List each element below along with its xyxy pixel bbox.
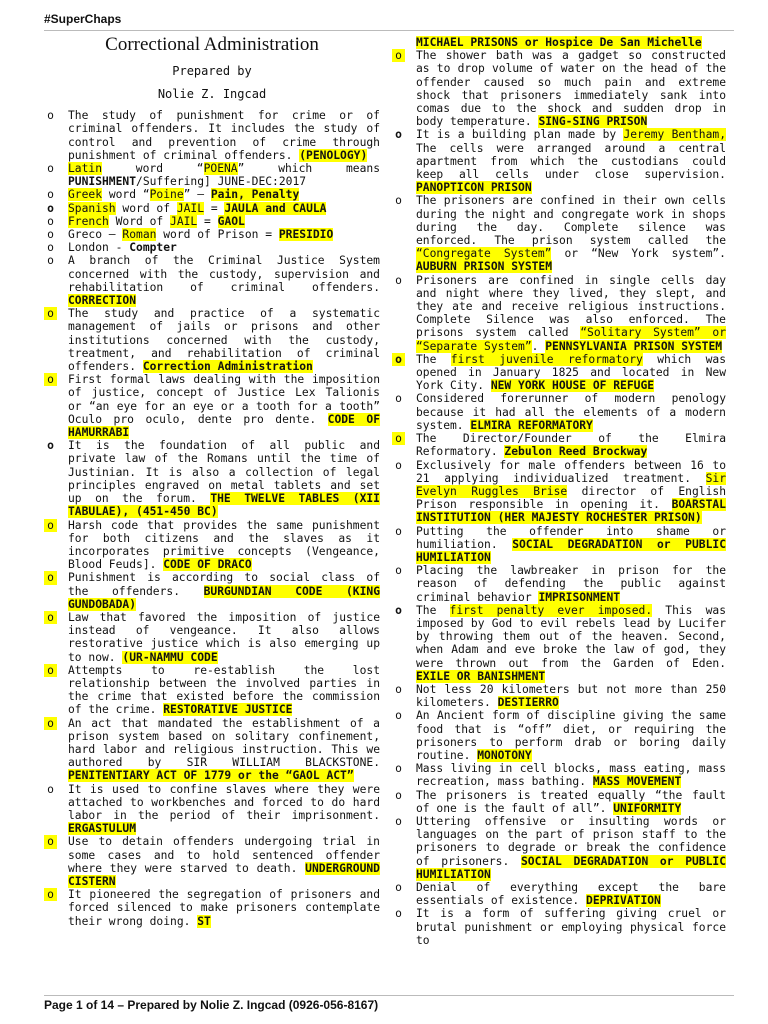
list-item: [44, 519, 380, 572]
item-text: The shower bath was a gadget so constructed as to drop volume of water on the head of the offender caused so much pain and extreme shock that prisoners immediately sank into comas due to the shock and sudden drop in body temperature.: [416, 49, 726, 129]
item-text: The Director/Founder of the Elmira Reformatory.: [416, 432, 726, 459]
item-text: Placing the lawbreaker in prison for the reason of defending the public against criminal behavior: [416, 564, 726, 604]
highlighted-text: first juvenile reformatory: [450, 352, 643, 366]
list-item: [392, 789, 726, 815]
highlighted-text: “Congregate System”: [416, 247, 552, 261]
highlighted-text: first penalty ever imposed.: [449, 603, 653, 617]
list-item: [44, 571, 380, 611]
bullet-icon: o: [395, 564, 402, 578]
highlighted-text: Poine: [149, 188, 184, 202]
answer-term: THE TWELVE TABLES (XII TABULAE), (451-450 BC): [68, 492, 380, 519]
item-text: ” –: [183, 188, 211, 202]
bullet-icon: o: [44, 835, 57, 848]
item-text: It is a form of suffering giving cruel or brutal punishment or employing physical force to: [416, 907, 726, 947]
bullet-icon: o: [47, 109, 54, 123]
item-text: /Suffering] JUNE-DEC:2017: [136, 175, 307, 189]
bullet-icon: o: [44, 571, 57, 584]
bullet-icon: o: [47, 214, 54, 228]
item-text: Compter: [129, 241, 177, 255]
answer-term: SING-SING PRISON: [538, 115, 648, 129]
list-item: [392, 525, 726, 565]
highlighted-text: Roman: [122, 228, 157, 242]
answer-term: ERGASTULUM: [68, 822, 137, 836]
answer-term: IMPRISONMENT: [538, 590, 621, 604]
answer-term: PRESIDIO: [278, 228, 334, 242]
answer-term: JAULA and CAULA: [224, 201, 327, 215]
list-item: [44, 307, 380, 373]
bullet-icon: o: [395, 682, 402, 696]
bullet-icon: o: [44, 611, 57, 624]
list-item: [392, 274, 726, 353]
bullet-icon: o: [392, 49, 405, 62]
list-item: [44, 254, 380, 307]
list-item: [392, 459, 726, 525]
item-text: First formal laws dealing with the imposition of justice, concept of Justice Lex Talionis or “an eye for an eye or a tooth for a tooth” Oculo pro oculo, dente pro dente.: [68, 373, 380, 426]
item-text: Harsh code that provides the same punishment for both citizens and the slaves as it incorporates primitive concepts (Vengeance, Blood Feuds].: [68, 518, 380, 572]
bullet-icon: o: [395, 762, 402, 776]
list-item: [392, 881, 726, 907]
item-text: =: [197, 214, 218, 228]
list-item: [44, 611, 380, 664]
highlighted-text: POENA: [203, 162, 238, 176]
list-item: [44, 215, 380, 228]
list-item: [392, 432, 726, 458]
answer-term: PANOPTICON PRISON: [416, 181, 532, 195]
answer-term: EXILE OR BANISHMENT: [416, 669, 546, 683]
item-text: which was opened in January 1825 and located in New York City.: [416, 352, 726, 393]
answer-term: BURGUNDIAN CODE (KING GUNDOBADA): [68, 584, 380, 611]
item-text: It pioneered the segregation of prisoners and forced silenced to make prisoners contemplate their wrong doing.: [68, 888, 380, 928]
list-item: [392, 564, 726, 604]
answer-term: Pain, Penalty: [210, 188, 300, 202]
highlighted-text: Latin: [68, 162, 103, 176]
answer-term: NEW YORK HOUSE OF REFUGE: [490, 379, 655, 393]
item-text: The study and practice of a systematic management of jails or prisons and other institutions concerned with the custody, treatment, and rehabilitation of criminal offenders.: [68, 307, 380, 374]
item-text: The prisoners are confined in their own cells during the night and congregate work in shops during the day. Complete silence was enforced. The prison system called the: [416, 194, 726, 248]
bullet-icon: o: [47, 228, 54, 242]
list-item: [392, 49, 726, 128]
list-item: [392, 128, 726, 194]
item-text: This was imposed by God to evil rebels lead by Lucifer by throwing them out of the heaven. Second, when Adam and eve broke the law of god, they were thrown out from the Garden of Eden.: [416, 603, 726, 670]
bullet-icon: o: [395, 603, 402, 617]
answer-term: UNDERGROUND CISTERN: [68, 861, 380, 888]
answer-term: DEPRIVATION: [586, 894, 661, 908]
bullet-icon: o: [47, 782, 54, 796]
list-item: [44, 835, 380, 888]
answer-term: SOCIAL DEGRADATION or PUBLIC HUMILIATION: [416, 854, 727, 881]
bullet-icon: o: [44, 373, 57, 386]
bullet-icon: o: [47, 241, 54, 255]
answer-term: CODE OF HAMURRABI: [68, 412, 380, 440]
answer-term: Correction Administration: [142, 360, 313, 374]
item-text: =: [204, 201, 225, 215]
bullet-icon: o: [47, 439, 54, 453]
bullet-icon: o: [44, 307, 57, 320]
answer-term: (PENOLOGY): [299, 148, 368, 162]
list-item: [392, 762, 726, 788]
list-item: [392, 353, 726, 393]
answer-term: DESTIERRO: [497, 696, 559, 710]
list-item: [392, 907, 726, 947]
answer-term: AUBURN PRISON SYSTEM: [416, 260, 553, 274]
header-hashtag: #SuperChaps: [44, 12, 122, 26]
item-text: director of English Prison responsible in opening it.: [416, 484, 726, 512]
header-divider: [44, 30, 734, 31]
item-text: An Ancient form of discipline giving the same food that is “off” diet, or requiring the prisoners to perform drab or boring daily routine.: [416, 709, 726, 762]
bullet-icon: o: [47, 254, 54, 268]
highlighted-text: JAIL: [176, 201, 205, 215]
bullet-icon: o: [44, 888, 57, 901]
highlighted-text: JAIL: [170, 214, 198, 228]
bullet-icon: o: [395, 194, 402, 208]
bullet-icon: o: [47, 162, 54, 176]
answer-term: Zebulon Reed Brockway: [504, 445, 648, 459]
answer-term: SOCIAL DEGRADATION or PUBLIC HUMILIATION: [416, 537, 726, 564]
list-item: [44, 109, 380, 162]
bullet-icon: o: [44, 717, 57, 730]
answer-term: GAOL: [217, 214, 245, 228]
list-item: [44, 717, 380, 783]
item-text: word “: [102, 188, 150, 202]
bullet-icon: o: [395, 128, 402, 142]
answer-term: PENNSYLVANIA PRISON SYSTEM: [545, 339, 723, 353]
highlighted-text: Sir Evelyn Ruggles Brise: [416, 471, 726, 498]
item-text: It is the foundation of all public and private law of the Romans until the time of Justinian. It is also a collection of legal principles engraved on metal tablets and set up on the forum.: [68, 439, 380, 506]
prepared-by-label: Prepared by: [172, 64, 252, 79]
item-text: word of Prison =: [156, 228, 279, 242]
highlighted-text: Jeremy Bentham,: [623, 128, 726, 142]
item-text: Uttering offensive or insulting words or languages on the part of prison staff to the prisoners to degrade or break the confidence of prisoners.: [416, 814, 726, 868]
answer-term: MASS MOVEMENT: [592, 775, 682, 789]
item-text: Use to detain offenders undergoing trial in some cases and to hold sentenced offender where they were starved to death.: [68, 835, 380, 875]
item-text: ” which means: [237, 162, 380, 176]
item-text: The: [416, 603, 450, 617]
item-text: An act that mandated the establishment of a prison system based on solitary confinement, hard labor and religious instruction. This we authored by SIR WILLIAM BLACKSTONE.: [68, 716, 380, 770]
answer-term: ELMIRA REFORMATORY: [470, 418, 593, 432]
answer-term: UNIFORMITY: [613, 801, 682, 815]
item-text: It is a building plan made by: [416, 128, 624, 142]
answer-term: BOARSTAL INSTITUTION (HER MAJESTY ROCHESTER PRISON): [416, 498, 726, 525]
list-item: [44, 888, 380, 928]
bullet-icon: o: [47, 201, 54, 215]
left-item-list: [44, 109, 380, 928]
item-text: Law that favored the imposition of justice instead of vengeance. It also allows restorative justice which is also emerging up to now.: [68, 610, 380, 664]
list-item: [44, 439, 380, 518]
bullet-icon: o: [44, 664, 57, 677]
bullet-icon: o: [395, 788, 402, 802]
bullet-icon: o: [44, 519, 57, 532]
bullet-icon: o: [395, 709, 402, 723]
list-item: [392, 392, 726, 432]
list-item: [392, 815, 726, 881]
item-text: Prisoners are confined in single cells day and night where they lived, they slept, and they ate and receive religious instructions. Complete Silence was also enforced. The prisons system called: [416, 273, 726, 340]
list-item: [44, 373, 380, 439]
item-text: Exclusively for male offenders between 16 to 21 applying individualized treatment.: [416, 458, 726, 485]
list-item: [392, 683, 726, 709]
highlighted-text: French: [68, 214, 109, 228]
bullet-icon: o: [395, 907, 402, 921]
bullet-icon: o: [392, 432, 405, 445]
answer-term: MONOTONY: [477, 748, 532, 762]
list-item: [392, 709, 726, 762]
answer-term: CORRECTION: [68, 294, 137, 308]
item-text: Not less 20 kilometers but not more than 250 kilometers.: [416, 682, 726, 710]
answer-term: MICHAEL PRISONS or Hospice De San Michelle: [416, 36, 702, 49]
item-text: London -: [68, 241, 130, 255]
bullet-icon: o: [392, 353, 405, 366]
item-text: The: [416, 352, 451, 366]
title-block: [44, 34, 380, 103]
item-text: It is used to confine slaves where they were attached to workbenches and forced to do hard labor in the period of their imprisonment.: [68, 782, 380, 822]
bullet-icon: o: [395, 273, 402, 287]
bullet-icon: o: [395, 814, 402, 828]
bullet-icon: o: [395, 524, 402, 538]
item-text: The study of punishment for crime or of criminal offenders. It includes the study of control and prevention of crime through punishment of criminal offenders.: [68, 109, 380, 162]
list-item: [44, 783, 380, 836]
list-item: [392, 36, 726, 49]
item-text: Mass living in cell blocks, mass eating, mass recreation, mass bathing.: [416, 762, 726, 789]
bullet-icon: o: [395, 881, 402, 894]
highlighted-text: “Solitary System” or “Separate System”: [416, 326, 726, 353]
answer-term: RESTORATIVE JUSTICE: [163, 703, 293, 717]
item-text: .: [531, 339, 546, 353]
bullet-icon: o: [395, 392, 402, 406]
document-title: Correctional Administration: [105, 34, 319, 55]
right-column: [392, 36, 726, 947]
author-name: Nolie Z. Ingcad: [157, 87, 267, 102]
item-text: Denial of everything except the bare essentials of existence.: [416, 881, 726, 908]
item-text: Punishment is according to social class of the offenders.: [68, 571, 380, 598]
highlighted-text: Greek: [68, 188, 103, 202]
list-item: [392, 194, 726, 273]
list-item: [44, 202, 380, 215]
item-text: Attempts to re-establish the lost relationship between the involved parties in the crime that existed before the commission of the crime.: [68, 663, 380, 717]
page-footer: Page 1 of 14 – Prepared by Nolie Z. Ingcad (0926-056-8167): [44, 995, 734, 1012]
item-text: Word of: [108, 214, 171, 228]
list-item: [44, 664, 380, 717]
item-text: or “New York system”.: [551, 247, 726, 261]
answer-term: CODE OF DRACO: [163, 558, 252, 572]
list-item: [44, 188, 380, 201]
item-text: PUNISHMENT: [68, 175, 137, 189]
list-item: [44, 162, 380, 188]
list-item: [392, 604, 726, 683]
answer-term: (UR-NAMMU CODE: [122, 650, 218, 664]
bullet-icon: o: [395, 458, 402, 472]
answer-term: PENITENTIARY ACT OF 1779 or the “GAOL ACT”: [68, 769, 354, 783]
list-item: [44, 241, 380, 254]
bullet-icon: o: [47, 188, 54, 202]
highlighted-text: Spanish: [68, 201, 116, 215]
list-item: [44, 228, 380, 241]
item-text: word “: [102, 162, 204, 176]
right-item-list: [392, 36, 726, 947]
item-text: The prisoners is treated equally “the fault of one is the fault of all”.: [416, 788, 726, 815]
left-column: [44, 36, 380, 928]
item-text: A branch of the Criminal Justice System concerned with the custody, supervision and rehabilitation of criminal offenders.: [68, 254, 380, 294]
item-text: word of: [115, 201, 177, 215]
item-text: Greco –: [68, 228, 123, 242]
item-text: Putting the offender into shame or humiliation.: [416, 524, 726, 551]
item-text: The cells were arranged around a central apartment from which the custodians could keep all cells under close supervision.: [416, 141, 726, 182]
answer-term: ST: [197, 914, 211, 928]
item-text: Considered forerunner of modern penology because it had all the elements of a modern system.: [416, 392, 726, 432]
